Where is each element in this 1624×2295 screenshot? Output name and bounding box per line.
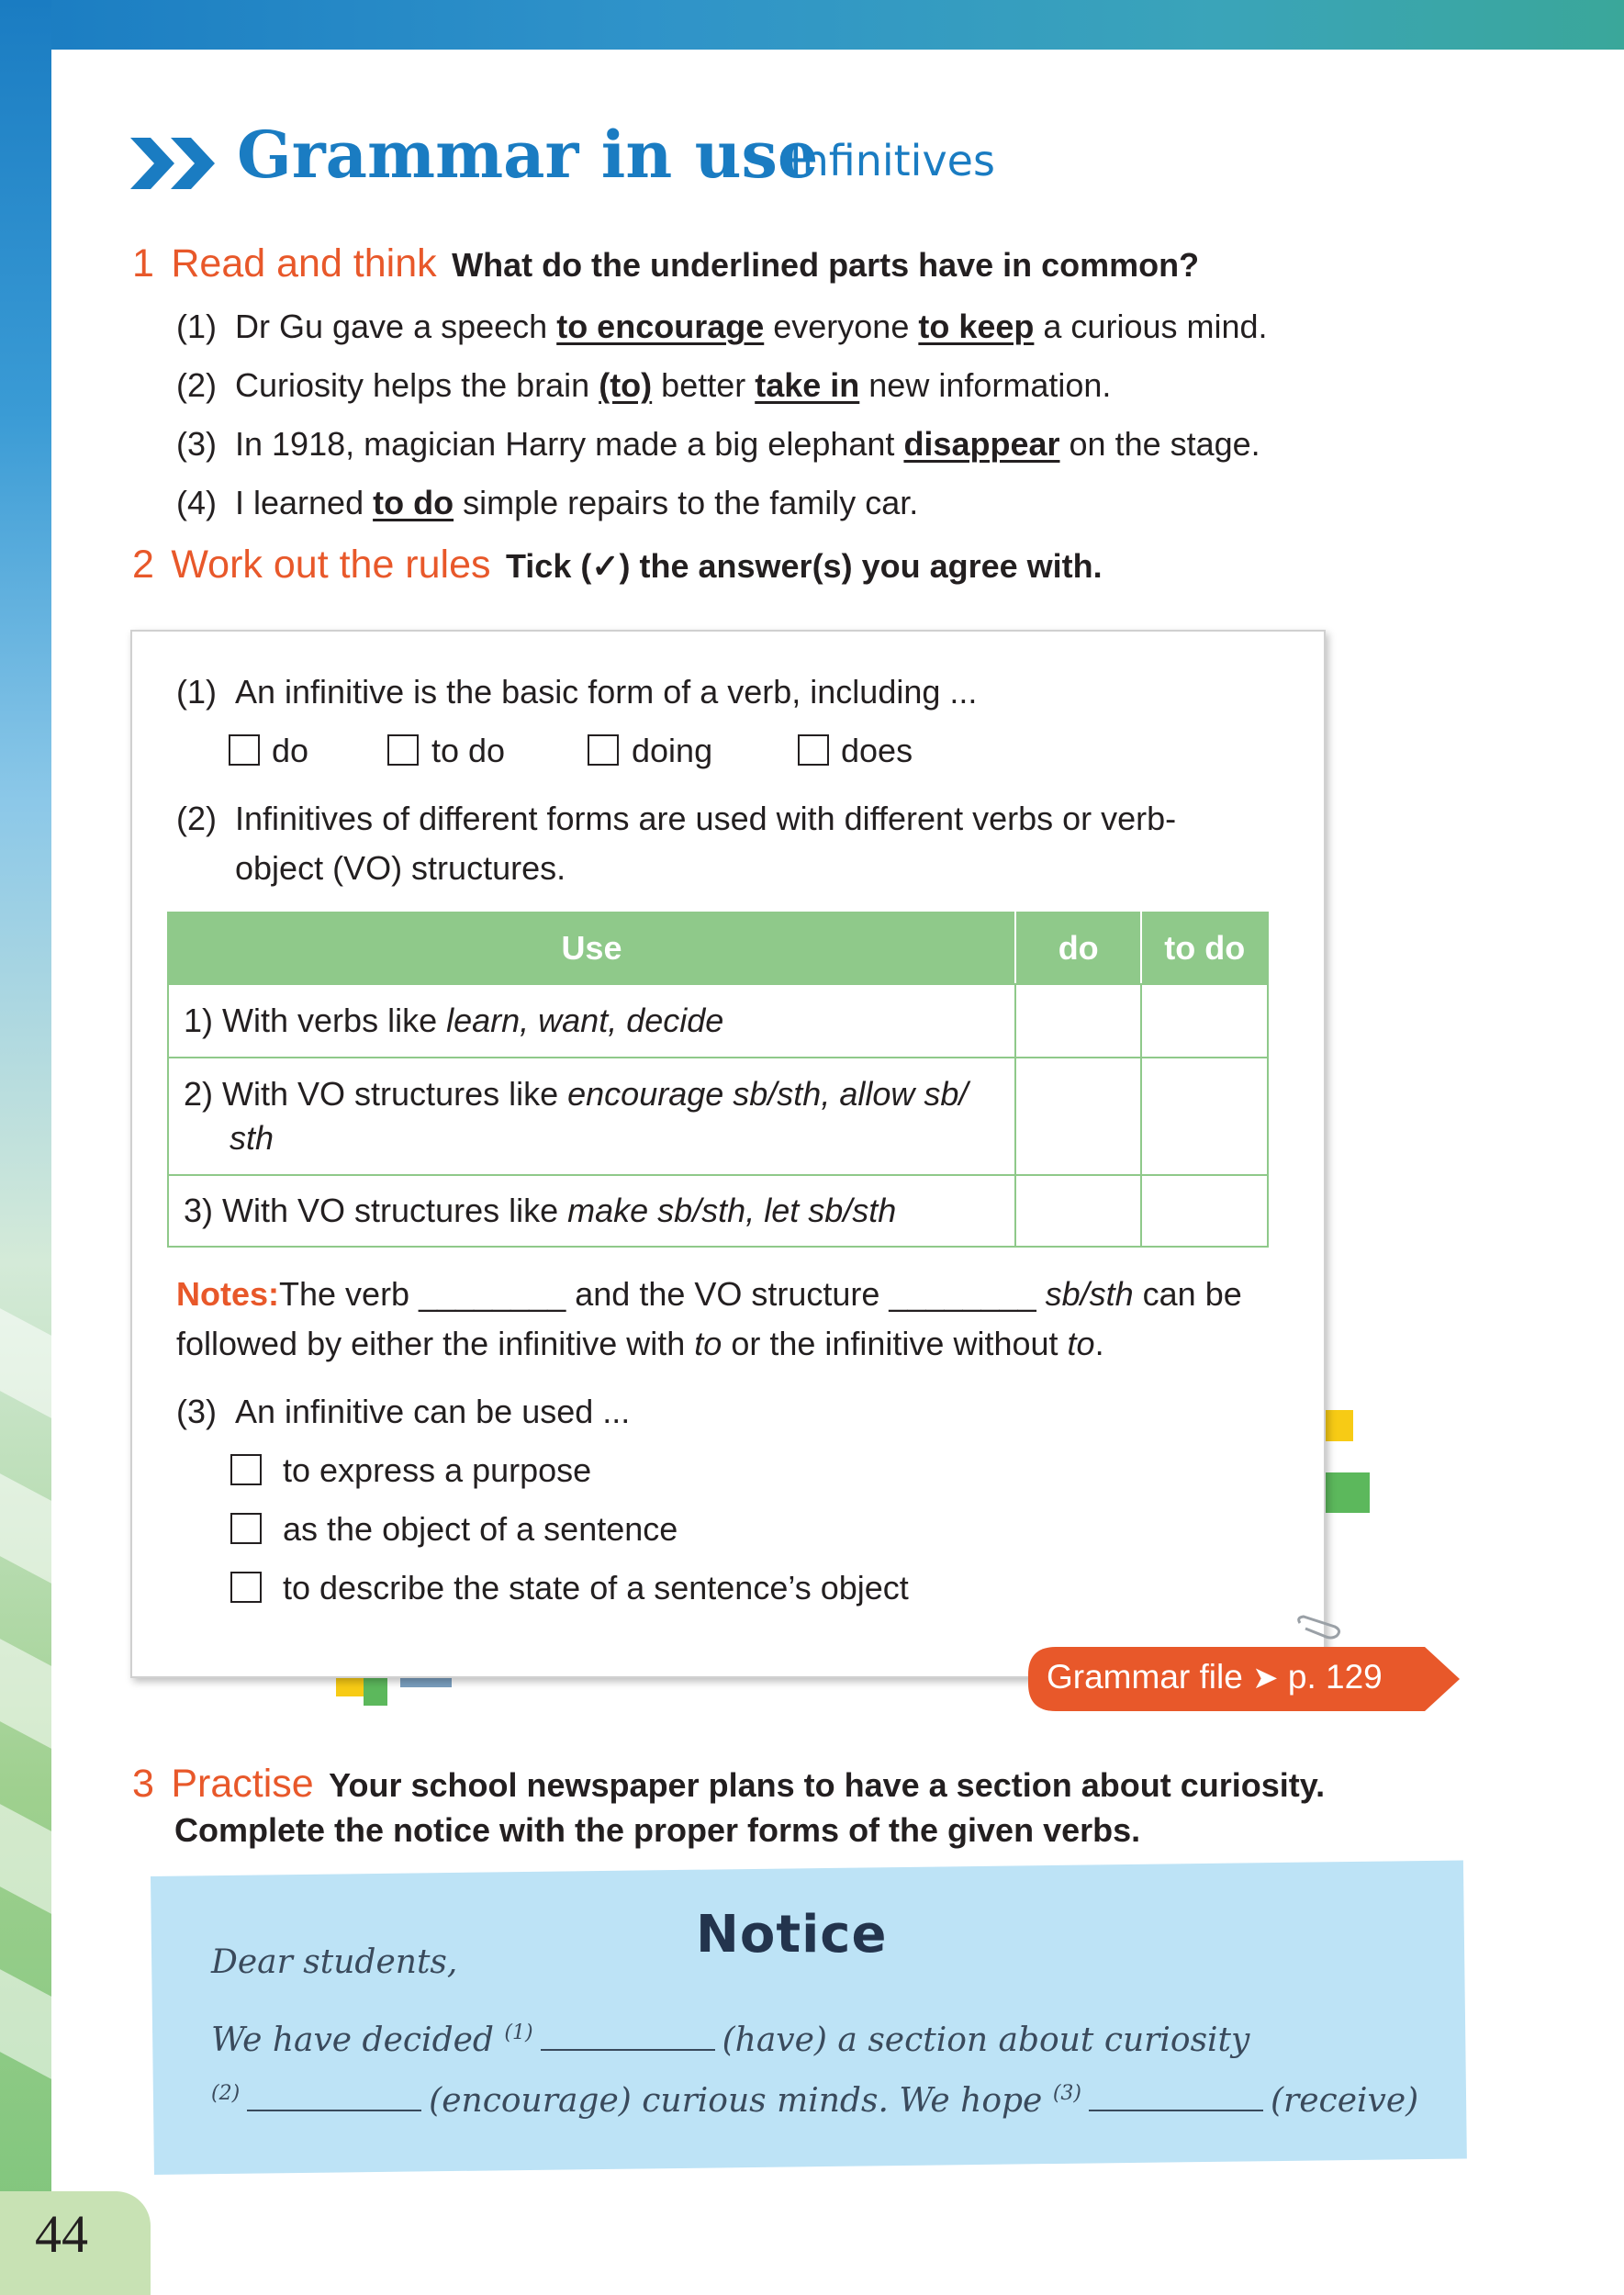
answer-cell-to-do[interactable] bbox=[1141, 1175, 1268, 1247]
section-title: Read and think bbox=[171, 241, 437, 285]
section-instruction: Your school newspaper plans to have a section about curiosity. bbox=[329, 1766, 1326, 1804]
paperclip-icon bbox=[1294, 1614, 1344, 1641]
section-instruction: What do the underlined parts have in common? bbox=[452, 246, 1200, 284]
answer-cell-to-do[interactable] bbox=[1141, 984, 1268, 1058]
column-header: do bbox=[1015, 912, 1142, 984]
column-header: Use bbox=[168, 912, 1015, 984]
table-row bbox=[168, 984, 1268, 1058]
notes-line-1: Notes:The verb ________ and the VO structure ________ sb/sth can be bbox=[176, 1275, 1242, 1313]
left-decorative-band bbox=[0, 0, 51, 2295]
underlined-phrase: take in bbox=[755, 366, 860, 404]
checkbox-do[interactable] bbox=[229, 734, 260, 766]
rule-cell: 1) With verbs like learn, want, decide bbox=[168, 984, 1015, 1058]
list-item: (1) Dr Gu gave a speech to encourage everyone to keep a curious mind. bbox=[176, 308, 1268, 345]
arrow-right-icon: ➤ bbox=[1252, 1661, 1279, 1696]
option-label: does bbox=[841, 732, 913, 769]
page-subtitle: Infinitives bbox=[790, 136, 995, 185]
answer-cell-do[interactable] bbox=[1015, 1175, 1142, 1247]
section-1-header bbox=[132, 241, 1200, 285]
option-label: as the object of a sentence bbox=[283, 1510, 678, 1548]
notice-title: Notice bbox=[696, 1905, 888, 1965]
section-number: 2 bbox=[132, 543, 154, 587]
section-number: 1 bbox=[132, 241, 154, 285]
answer-cell-do[interactable] bbox=[1015, 1058, 1142, 1175]
question-1: (1) An infinitive is the basic form of a verb, including ... bbox=[176, 673, 978, 711]
underlined-phrase: (to) bbox=[599, 366, 653, 404]
checkbox-doing[interactable] bbox=[588, 734, 619, 766]
list-item: (4) I learned to do simple repairs to the family car. bbox=[176, 484, 919, 521]
option-label: do bbox=[272, 732, 309, 769]
section-number: 3 bbox=[132, 1762, 154, 1806]
checkbox-object-state[interactable] bbox=[230, 1572, 262, 1603]
underlined-phrase: to encourage bbox=[556, 308, 765, 345]
column-header: to do bbox=[1141, 912, 1268, 984]
list-item: (3) In 1918, magician Harry made a big elephant disappear on the stage. bbox=[176, 425, 1260, 463]
answer-cell-do[interactable] bbox=[1015, 984, 1142, 1058]
answer-cell-to-do[interactable] bbox=[1141, 1058, 1268, 1175]
checkbox-to-do[interactable] bbox=[387, 734, 419, 766]
section-2-header bbox=[132, 545, 1103, 585]
question-2-line-2: object (VO) structures. bbox=[235, 849, 566, 887]
notes-line-2: followed by either the infinitive with to or the infinitive without to. bbox=[176, 1325, 1104, 1362]
answer-blank-3[interactable] bbox=[1089, 2109, 1263, 2111]
option-label: to describe the state of a sentence’s object bbox=[283, 1569, 909, 1606]
underlined-phrase: disappear bbox=[903, 425, 1060, 463]
checkbox-object[interactable] bbox=[230, 1513, 262, 1544]
decorative-tab bbox=[1320, 1472, 1370, 1513]
question-3: (3) An infinitive can be used ... bbox=[176, 1393, 631, 1430]
checkbox-does[interactable] bbox=[798, 734, 829, 766]
section-title: Practise bbox=[171, 1762, 314, 1806]
section-instruction-line-2: Complete the notice with the proper forms of the given verbs. bbox=[174, 1811, 1141, 1849]
use-table bbox=[167, 912, 1269, 1248]
notice-line-1: We have decided $^{(1)}$ (have) a section about curiosity bbox=[211, 2021, 1250, 2059]
table-row bbox=[168, 1058, 1268, 1175]
top-decorative-band bbox=[0, 0, 1624, 50]
page-title: Grammar in use bbox=[237, 117, 819, 193]
notes-label: Notes: bbox=[176, 1275, 280, 1313]
list-item: (2) Curiosity helps the brain (to) better take in new information. bbox=[176, 366, 1112, 404]
rule-cell: 2) With VO structures like encourage sb/sth, allow sb/ sth bbox=[168, 1058, 1015, 1175]
option-label: to express a purpose bbox=[283, 1451, 592, 1489]
section-3-header bbox=[132, 1764, 1325, 1804]
double-chevron-icon bbox=[130, 138, 218, 189]
option-label: doing bbox=[632, 732, 713, 769]
section-title: Work out the rules bbox=[171, 543, 491, 587]
rule-cell: 3) With VO structures like make sb/sth, let sb/sth bbox=[168, 1175, 1015, 1247]
answer-blank-2[interactable] bbox=[247, 2109, 421, 2111]
notice-greeting: Dear students, bbox=[211, 1943, 458, 1981]
checkbox-purpose[interactable] bbox=[230, 1454, 262, 1485]
grammar-file-link[interactable]: Grammar file ➤ p. 129 bbox=[1047, 1658, 1383, 1696]
table-row bbox=[168, 1175, 1268, 1247]
answer-blank-1[interactable] bbox=[541, 2048, 715, 2051]
question-2: (2) Infinitives of different forms are used with different verbs or verb- bbox=[176, 800, 1177, 837]
section-instruction: Tick (✓) the answer(s) you agree with. bbox=[505, 547, 1103, 585]
underlined-phrase: to keep bbox=[918, 308, 1035, 345]
page-number: 44 bbox=[35, 2204, 88, 2264]
option-label: to do bbox=[431, 732, 506, 769]
table-header-row bbox=[168, 912, 1268, 984]
notice-line-2: $^{(2)}$ (encourage) curious minds. We hope $^{(3)}$ (receive) bbox=[211, 2082, 1419, 2120]
underlined-phrase: to do bbox=[373, 484, 454, 521]
